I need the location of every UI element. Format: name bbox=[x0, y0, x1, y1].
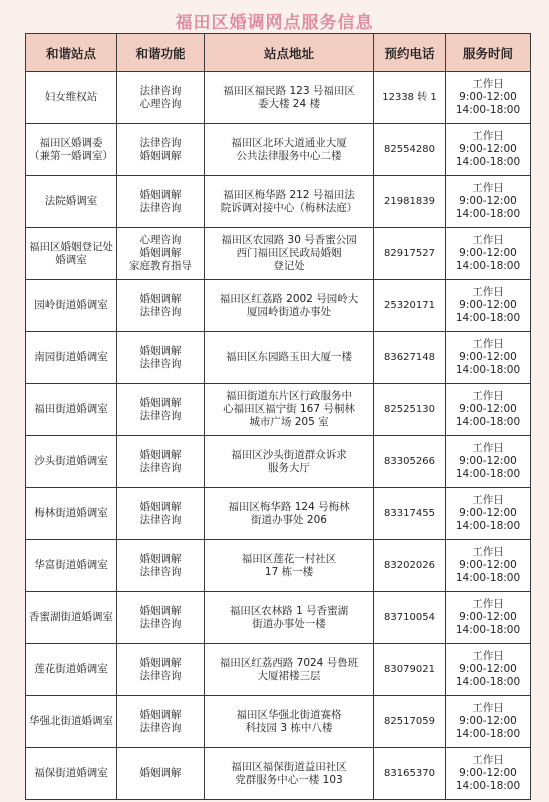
station-address bbox=[205, 644, 374, 696]
station-name-line: 福田区婚姻登记处 bbox=[29, 240, 113, 253]
service-hours-line: 14:00-18:00 bbox=[455, 260, 521, 272]
station-name-line: （兼第一婚调室） bbox=[29, 149, 113, 162]
station-function-line: 婚姻调解 bbox=[139, 448, 182, 461]
service-hours bbox=[446, 748, 531, 800]
station-address-line: 福田区沙头街道群众诉求 bbox=[231, 448, 347, 461]
station-address-line: 福田街道东片区行政服务中 bbox=[226, 390, 352, 402]
station-function bbox=[117, 280, 205, 332]
station-name bbox=[26, 332, 117, 384]
station-address-line: 街道办事处一楼 bbox=[252, 617, 326, 630]
station-address-line: 福田区红荔西路 7024 号鲁班 bbox=[219, 656, 359, 669]
service-hours bbox=[446, 436, 531, 488]
page-title: 福田区婚调网点服务信息 bbox=[175, 13, 374, 33]
station-address bbox=[205, 540, 374, 592]
service-hours-line: 9:00-12:00 bbox=[459, 247, 517, 259]
station-name bbox=[26, 124, 117, 176]
service-hours-line: 工作日 bbox=[472, 130, 504, 142]
service-hours-line: 工作日 bbox=[472, 650, 504, 662]
station-phone: 83079021 bbox=[374, 644, 446, 696]
station-address-line: 西门福田区民政局婚姻 bbox=[236, 247, 342, 259]
service-hours-line: 14:00-18:00 bbox=[455, 104, 521, 116]
station-address-line: 福田区梅华路 212 号福田法 bbox=[223, 188, 355, 201]
station-name-line: 华强北街道婚调室 bbox=[29, 715, 113, 727]
station-address bbox=[205, 488, 374, 540]
service-hours bbox=[446, 332, 531, 384]
service-info-table bbox=[25, 33, 531, 800]
station-function-line: 法律咨询 bbox=[139, 136, 182, 149]
station-name bbox=[26, 176, 117, 228]
service-hours bbox=[446, 696, 531, 748]
header-address: 站点地址 bbox=[205, 34, 374, 72]
station-function bbox=[117, 384, 205, 436]
station-function-line: 婚姻调解 bbox=[139, 767, 182, 779]
table-row bbox=[26, 228, 531, 280]
station-address-line: 福田区华强北街道赛格 bbox=[236, 708, 342, 721]
station-function-line: 法律咨询 bbox=[139, 201, 182, 214]
service-hours-line: 9:00-12:00 bbox=[459, 195, 517, 207]
station-name bbox=[26, 696, 117, 748]
table-row bbox=[26, 748, 531, 800]
station-name bbox=[26, 748, 117, 800]
service-hours bbox=[446, 280, 531, 332]
station-address bbox=[205, 280, 374, 332]
station-address-line: 登记处 bbox=[273, 260, 305, 272]
station-address-line: 院诉调对接中心（梅林法庭） bbox=[220, 201, 358, 214]
station-address-line: 福田区福民路 123 号福田区 bbox=[223, 84, 355, 97]
station-function bbox=[117, 748, 205, 800]
service-hours bbox=[446, 488, 531, 540]
service-hours-line: 9:00-12:00 bbox=[459, 91, 517, 103]
service-hours-line: 9:00-12:00 bbox=[459, 403, 517, 415]
service-hours bbox=[446, 176, 531, 228]
header-hours: 服务时间 bbox=[446, 34, 531, 72]
station-name-line: 福田区婚调委 bbox=[39, 136, 103, 149]
station-function-line: 法律咨询 bbox=[139, 617, 182, 630]
service-hours-line: 工作日 bbox=[472, 338, 504, 350]
station-name bbox=[26, 228, 117, 280]
station-address bbox=[205, 384, 374, 436]
station-phone: 82525130 bbox=[374, 384, 446, 436]
station-name bbox=[26, 592, 117, 644]
service-hours-line: 9:00-12:00 bbox=[459, 559, 517, 571]
station-address-line: 城市广场 205 室 bbox=[249, 416, 329, 428]
table-row bbox=[26, 280, 531, 332]
station-name-line: 香蜜湖街道婚调室 bbox=[29, 611, 113, 623]
station-address-line: 党群服务中心一楼 103 bbox=[235, 773, 343, 786]
service-hours bbox=[446, 72, 531, 124]
station-address-line: 心福田区福宁街 167 号桐林 bbox=[223, 403, 355, 415]
station-phone: 83710054 bbox=[374, 592, 446, 644]
station-address-line: 福田区北环大道通业大厦 bbox=[231, 136, 347, 149]
station-function-line: 婚姻调解 bbox=[139, 188, 182, 201]
header-phone: 预约电话 bbox=[374, 34, 446, 72]
service-hours-line: 9:00-12:00 bbox=[459, 455, 517, 467]
service-hours-line: 9:00-12:00 bbox=[459, 767, 517, 779]
station-address-line: 厦园岭街道办事处 bbox=[247, 305, 331, 318]
service-hours-line: 14:00-18:00 bbox=[455, 312, 521, 324]
station-function-line: 心理咨询 bbox=[139, 97, 182, 110]
station-address-line: 福田区东园路玉田大厦一楼 bbox=[226, 351, 352, 363]
station-address bbox=[205, 696, 374, 748]
station-function-line: 法律咨询 bbox=[139, 565, 182, 578]
station-name-line: 福保街道婚调室 bbox=[34, 767, 108, 779]
station-function bbox=[117, 592, 205, 644]
service-hours-line: 工作日 bbox=[472, 442, 504, 454]
station-name-line: 华富街道婚调室 bbox=[34, 559, 108, 571]
service-hours-line: 9:00-12:00 bbox=[459, 611, 517, 623]
station-function-line: 婚姻调解 bbox=[139, 396, 182, 409]
service-hours-line: 14:00-18:00 bbox=[455, 728, 521, 740]
table-row bbox=[26, 488, 531, 540]
service-hours-line: 14:00-18:00 bbox=[455, 416, 521, 428]
station-name-line: 梅林街道婚调室 bbox=[34, 507, 108, 519]
station-function-line: 法律咨询 bbox=[139, 461, 182, 474]
station-address-line: 科技园 3 栋中八楼 bbox=[245, 721, 333, 734]
service-hours-line: 工作日 bbox=[472, 702, 504, 714]
station-address bbox=[205, 124, 374, 176]
station-phone: 12338 转 1 bbox=[374, 72, 446, 124]
service-hours bbox=[446, 228, 531, 280]
station-function-line: 家庭教育指导 bbox=[129, 260, 192, 272]
station-phone: 83305266 bbox=[374, 436, 446, 488]
station-address bbox=[205, 592, 374, 644]
station-function-line: 婚姻调解 bbox=[139, 500, 182, 513]
station-phone: 82554280 bbox=[374, 124, 446, 176]
service-hours bbox=[446, 592, 531, 644]
table-row bbox=[26, 124, 531, 176]
station-name bbox=[26, 540, 117, 592]
station-address-line: 街道办事处 206 bbox=[251, 513, 327, 526]
station-address-line: 17 栋一楼 bbox=[264, 565, 314, 578]
station-function bbox=[117, 176, 205, 228]
service-hours-line: 14:00-18:00 bbox=[455, 364, 521, 376]
station-address-line: 福田区农园路 30 号香蜜公园 bbox=[221, 234, 357, 246]
table-row bbox=[26, 384, 531, 436]
service-hours-line: 14:00-18:00 bbox=[455, 624, 521, 636]
station-function-line: 法律咨询 bbox=[139, 409, 182, 422]
service-hours-line: 14:00-18:00 bbox=[455, 468, 521, 480]
table-row bbox=[26, 436, 531, 488]
service-hours-line: 14:00-18:00 bbox=[455, 780, 521, 792]
table-row bbox=[26, 644, 531, 696]
station-name-line: 妇女维权站 bbox=[44, 91, 98, 103]
station-name bbox=[26, 488, 117, 540]
station-address bbox=[205, 228, 374, 280]
service-hours-line: 9:00-12:00 bbox=[459, 715, 517, 727]
station-address bbox=[205, 436, 374, 488]
station-function-line: 法律咨询 bbox=[139, 513, 182, 526]
station-function bbox=[117, 124, 205, 176]
service-hours-line: 9:00-12:00 bbox=[459, 143, 517, 155]
service-hours-line: 9:00-12:00 bbox=[459, 351, 517, 363]
service-hours-line: 9:00-12:00 bbox=[459, 507, 517, 519]
station-address bbox=[205, 332, 374, 384]
service-hours-line: 工作日 bbox=[472, 494, 504, 506]
station-function-line: 婚姻调解 bbox=[139, 292, 182, 305]
station-function-line: 婚姻调解 bbox=[139, 552, 182, 565]
station-phone: 83202026 bbox=[374, 540, 446, 592]
service-hours-line: 9:00-12:00 bbox=[459, 299, 517, 311]
service-hours bbox=[446, 644, 531, 696]
station-name-line: 婚调室 bbox=[55, 253, 87, 266]
station-address-line: 服务大厅 bbox=[268, 461, 310, 474]
station-function bbox=[117, 540, 205, 592]
station-function bbox=[117, 488, 205, 540]
table-row bbox=[26, 540, 531, 592]
service-hours bbox=[446, 540, 531, 592]
service-hours-line: 工作日 bbox=[472, 390, 504, 402]
station-address-line: 福田区莲花一村社区 bbox=[241, 552, 337, 565]
service-hours-line: 工作日 bbox=[472, 182, 504, 194]
station-function bbox=[117, 436, 205, 488]
station-function bbox=[117, 72, 205, 124]
station-function-line: 法律咨询 bbox=[139, 84, 182, 97]
station-phone: 83165370 bbox=[374, 748, 446, 800]
station-function-line: 婚姻调解 bbox=[139, 247, 182, 259]
service-hours-line: 9:00-12:00 bbox=[459, 663, 517, 675]
table-row bbox=[26, 592, 531, 644]
station-address bbox=[205, 176, 374, 228]
service-hours-line: 14:00-18:00 bbox=[455, 676, 521, 688]
station-phone: 83317455 bbox=[374, 488, 446, 540]
station-name bbox=[26, 384, 117, 436]
station-phone: 83627148 bbox=[374, 332, 446, 384]
service-hours-line: 14:00-18:00 bbox=[455, 208, 521, 220]
station-function-line: 婚姻调解 bbox=[139, 708, 182, 721]
service-hours-line: 工作日 bbox=[472, 754, 504, 766]
station-name-line: 南园街道婚调室 bbox=[34, 351, 108, 363]
station-phone: 82517059 bbox=[374, 696, 446, 748]
service-hours-line: 工作日 bbox=[472, 598, 504, 610]
station-function bbox=[117, 332, 205, 384]
station-phone: 25320171 bbox=[374, 280, 446, 332]
station-name-line: 莲花街道婚调室 bbox=[34, 663, 108, 675]
station-function-line: 法律咨询 bbox=[139, 669, 182, 682]
station-function-line: 婚姻调解 bbox=[139, 344, 182, 357]
station-name bbox=[26, 436, 117, 488]
table-row bbox=[26, 696, 531, 748]
service-hours bbox=[446, 384, 531, 436]
table-row bbox=[26, 332, 531, 384]
station-name-line: 福田街道婚调室 bbox=[34, 403, 108, 415]
service-hours-line: 工作日 bbox=[472, 546, 504, 558]
station-function bbox=[117, 228, 205, 280]
station-function-line: 法律咨询 bbox=[139, 305, 182, 318]
station-function-line: 法律咨询 bbox=[139, 721, 182, 734]
station-function bbox=[117, 696, 205, 748]
service-hours-line: 14:00-18:00 bbox=[455, 572, 521, 584]
service-hours-line: 工作日 bbox=[472, 78, 504, 90]
station-address-line: 福田区福保街道益田社区 bbox=[231, 760, 347, 773]
station-phone: 82917527 bbox=[374, 228, 446, 280]
station-function-line: 婚姻调解 bbox=[139, 604, 182, 617]
station-name bbox=[26, 72, 117, 124]
station-name-line: 法院婚调室 bbox=[44, 195, 98, 207]
station-address-line: 委大楼 24 楼 bbox=[257, 97, 321, 110]
station-address bbox=[205, 72, 374, 124]
station-phone: 21981839 bbox=[374, 176, 446, 228]
table-header-row bbox=[26, 34, 531, 72]
service-hours-line: 14:00-18:00 bbox=[455, 520, 521, 532]
table-row bbox=[26, 176, 531, 228]
station-name-line: 园岭街道婚调室 bbox=[34, 299, 108, 311]
station-address bbox=[205, 748, 374, 800]
table-body bbox=[26, 72, 531, 800]
station-function bbox=[117, 644, 205, 696]
station-function-line: 法律咨询 bbox=[139, 357, 182, 370]
station-address-line: 公共法律服务中心二楼 bbox=[236, 149, 342, 162]
header-station: 和谐站点 bbox=[26, 34, 117, 72]
station-address-line: 大厦裙楼三层 bbox=[257, 669, 321, 682]
station-name bbox=[26, 280, 117, 332]
station-function-line: 心理咨询 bbox=[139, 234, 182, 246]
service-hours-line: 工作日 bbox=[472, 286, 504, 298]
service-hours-line: 14:00-18:00 bbox=[455, 156, 521, 168]
service-hours-line: 工作日 bbox=[472, 234, 504, 246]
table-row bbox=[26, 72, 531, 124]
station-address-line: 福田区梅华路 124 号梅林 bbox=[228, 500, 350, 513]
station-name-line: 沙头街道婚调室 bbox=[34, 455, 108, 467]
station-function-line: 婚姻调解 bbox=[139, 656, 182, 669]
service-hours bbox=[446, 124, 531, 176]
header-function: 和谐功能 bbox=[117, 34, 205, 72]
station-address-line: 福田区红荔路 2002 号园岭大 bbox=[219, 292, 359, 305]
station-name bbox=[26, 644, 117, 696]
station-function-line: 婚姻调解 bbox=[139, 149, 182, 162]
station-address-line: 福田区农林路 1 号香蜜湖 bbox=[229, 604, 349, 617]
